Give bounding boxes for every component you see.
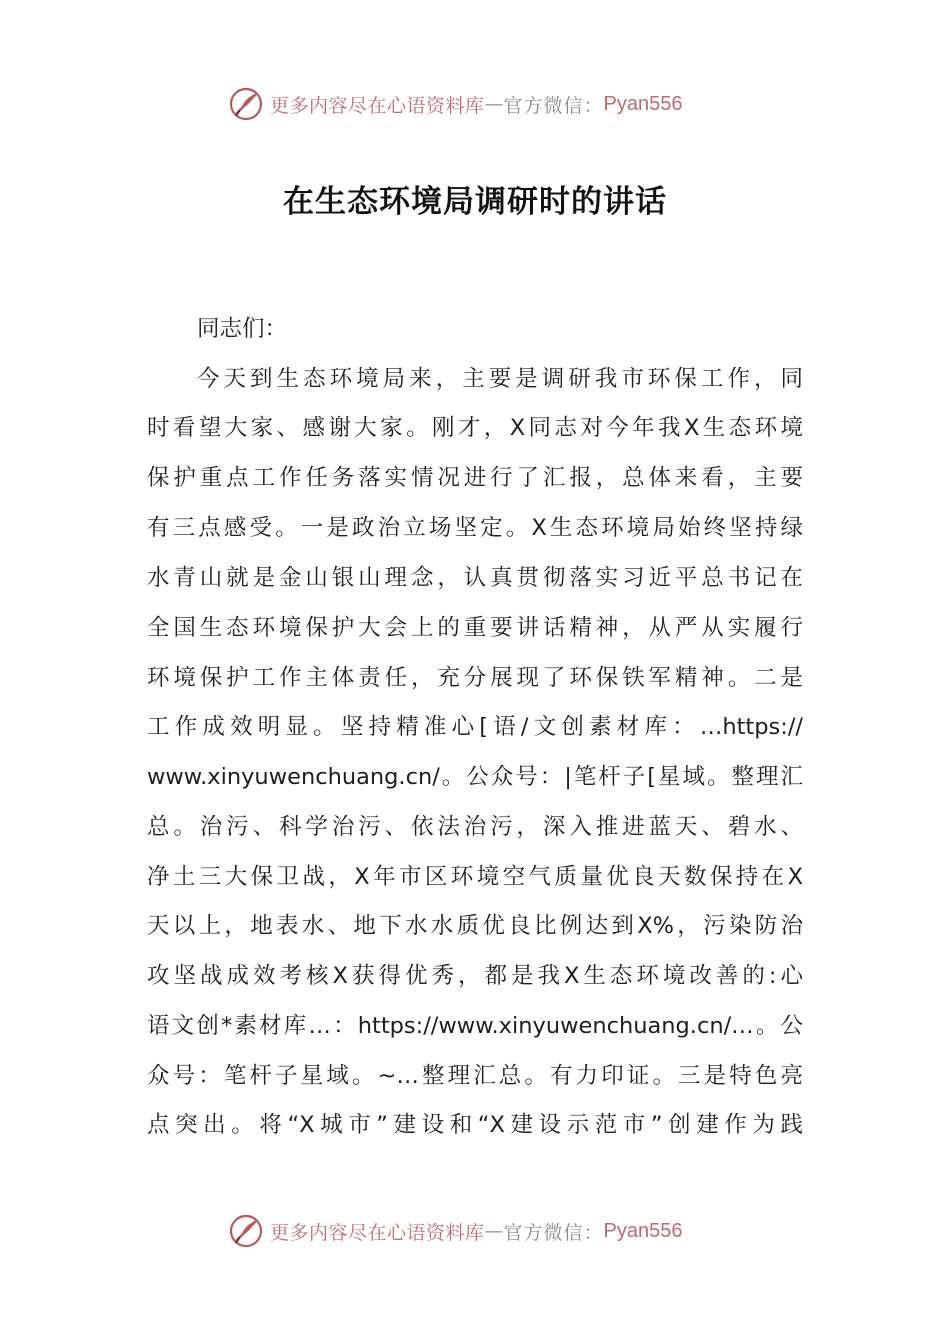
body-line: 天以上，地表水、地下水水质优良比例达到X%，污染防治	[147, 913, 803, 939]
body-line: 有三点感受。一是政治立场坚定。X生态环境局始终坚持绿	[147, 515, 803, 541]
quill-logo-icon	[228, 1213, 264, 1249]
body-line: 点突出。将“X城市”建设和“X建设示范市”创建作为践	[147, 1112, 803, 1138]
banner-separator: —	[484, 93, 504, 115]
document-title: 在生态环境局调研时的讲话	[283, 184, 667, 220]
body-line: 保护重点工作任务落实情况进行了汇报，总体来看，主要	[147, 465, 803, 491]
banner-slogan: 更多内容尽在心语资料库	[270, 1221, 485, 1244]
body-line: 全国生态环境保护大会上的重要讲话精神，从严从实履行	[147, 615, 803, 641]
body-line: 净土三大保卫战，X年市区环境空气质量优良天数保持在X	[147, 864, 803, 890]
quill-logo-icon	[228, 86, 264, 122]
banner-wechat-label: 官方微信：	[503, 94, 604, 117]
body-line: 时看望大家、感谢大家。刚才，X同志对今年我X生态环境	[147, 415, 803, 441]
banner-wechat-id: Pyan556	[603, 1219, 683, 1242]
banner-slogan: 更多内容尽在心语资料库	[270, 94, 485, 117]
body-line: 攻坚战成效考核X获得优秀，都是我X生态环境改善的:心	[147, 963, 803, 989]
body-line: 语文创*素材库…：https://www.xinyuwenchuang.cn/…。公	[147, 1013, 803, 1039]
footer-banner	[228, 1211, 748, 1251]
body-line: 水青山就是金山银山理念，认真贯彻落实习近平总书记在	[147, 565, 803, 591]
body-line: 环境保护工作主体责任，充分展现了环保铁军精神。二是	[147, 665, 803, 691]
header-banner	[228, 84, 748, 124]
banner-wechat-id: Pyan556	[603, 92, 683, 115]
body-line: 今天到生态环境局来，主要是调研我市环保工作，同	[197, 366, 803, 392]
greeting: 同志们：	[197, 316, 288, 342]
body-line: www.xinyuwenchuang.cn/。公众号：|笔杆子[星域。整理汇	[147, 764, 803, 790]
banner-separator: —	[484, 1220, 504, 1242]
body-line: 众号：笔杆子星域。~…整理汇总。有力印证。三是特色亮	[147, 1063, 803, 1089]
banner-wechat-label: 官方微信：	[503, 1221, 604, 1244]
body-line: 工作成效明显。坚持精准心[语/文创素材库：…https://	[147, 714, 803, 740]
body-line: 总。治污、科学治污、依法治污，深入推进蓝天、碧水、	[147, 814, 803, 840]
